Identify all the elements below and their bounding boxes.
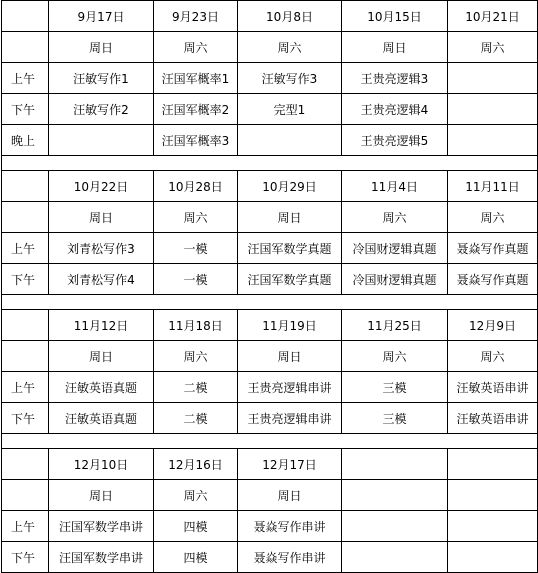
- course-cell: 汪敏英语串讲: [448, 372, 538, 403]
- course-cell: 王贵亮逻辑5: [342, 125, 448, 156]
- date-cell: 11月4日: [342, 171, 448, 202]
- session-row: [2, 264, 538, 295]
- course-cell: 三模: [342, 372, 448, 403]
- course-cell: [342, 511, 448, 542]
- weekday-cell: 周六: [448, 202, 538, 233]
- course-cell: 一模: [154, 264, 238, 295]
- course-cell: 二模: [154, 372, 238, 403]
- session-row: [2, 542, 538, 573]
- course-cell: 王贵亮逻辑串讲: [238, 372, 342, 403]
- weekday-cell: 周六: [154, 32, 238, 63]
- date-cell: 10月15日: [342, 1, 448, 32]
- date-cell: 10月21日: [448, 1, 538, 32]
- corner-cell: [2, 480, 49, 511]
- session-row: [2, 233, 538, 264]
- course-cell: 汪敏写作2: [49, 94, 154, 125]
- course-cell: 汪国军概率2: [154, 94, 238, 125]
- weekday-cell: 周日: [49, 341, 154, 372]
- date-cell: 11月11日: [448, 171, 538, 202]
- course-cell: 王贵亮逻辑串讲: [238, 403, 342, 434]
- corner-cell: [2, 310, 49, 341]
- weekday-cell: 周日: [342, 32, 448, 63]
- course-cell: 汪国军概率3: [154, 125, 238, 156]
- course-cell: 汪敏英语真题: [49, 372, 154, 403]
- course-cell: 一模: [154, 233, 238, 264]
- date-row: [2, 171, 538, 202]
- date-cell: 11月12日: [49, 310, 154, 341]
- date-cell: 11月18日: [154, 310, 238, 341]
- weekday-cell: 周六: [154, 202, 238, 233]
- course-cell: 汪敏英语串讲: [448, 403, 538, 434]
- course-cell: 汪国军概率1: [154, 63, 238, 94]
- weekday-row: [2, 341, 538, 372]
- course-cell: [448, 125, 538, 156]
- weekday-cell: 周日: [49, 202, 154, 233]
- course-cell: [448, 542, 538, 573]
- course-cell: 王贵亮逻辑4: [342, 94, 448, 125]
- date-cell: 12月17日: [238, 449, 342, 480]
- weekday-cell: 周六: [154, 480, 238, 511]
- weekday-cell: 周六: [448, 32, 538, 63]
- weekday-cell: 周六: [238, 32, 342, 63]
- weekday-row: [2, 32, 538, 63]
- course-cell: 三模: [342, 403, 448, 434]
- date-cell: 10月28日: [154, 171, 238, 202]
- weekday-cell: [448, 480, 538, 511]
- course-cell: 二模: [154, 403, 238, 434]
- corner-cell: [2, 202, 49, 233]
- session-label: 上午: [2, 233, 49, 264]
- date-cell: 12月9日: [448, 310, 538, 341]
- corner-cell: [2, 449, 49, 480]
- session-label: 上午: [2, 511, 49, 542]
- corner-cell: [2, 32, 49, 63]
- separator-cell: [2, 156, 538, 171]
- weekday-cell: 周六: [342, 341, 448, 372]
- course-cell: [342, 542, 448, 573]
- session-label: 上午: [2, 372, 49, 403]
- date-cell: [342, 449, 448, 480]
- weekday-row: [2, 480, 538, 511]
- separator-cell: [2, 295, 538, 310]
- date-cell: 10月29日: [238, 171, 342, 202]
- course-cell: 聂焱写作串讲: [238, 542, 342, 573]
- date-cell: 9月23日: [154, 1, 238, 32]
- course-cell: 刘青松写作3: [49, 233, 154, 264]
- schedule-table: [1, 0, 538, 573]
- date-row: [2, 310, 538, 341]
- session-row: [2, 403, 538, 434]
- session-label: 晚上: [2, 125, 49, 156]
- course-cell: 王贵亮逻辑3: [342, 63, 448, 94]
- date-cell: 11月19日: [238, 310, 342, 341]
- schedule-body: [2, 1, 538, 573]
- date-cell: 12月16日: [154, 449, 238, 480]
- course-cell: 汪国军数学真题: [238, 233, 342, 264]
- weekday-cell: 周六: [154, 341, 238, 372]
- course-cell: [448, 63, 538, 94]
- session-row: [2, 63, 538, 94]
- weekday-cell: 周日: [238, 341, 342, 372]
- course-cell: [448, 511, 538, 542]
- course-cell: 冷国财逻辑真题: [342, 233, 448, 264]
- weekday-cell: [342, 480, 448, 511]
- corner-cell: [2, 1, 49, 32]
- date-cell: 9月17日: [49, 1, 154, 32]
- date-cell: 10月22日: [49, 171, 154, 202]
- session-row: [2, 125, 538, 156]
- course-cell: 聂焱写作真题: [448, 233, 538, 264]
- session-label: 下午: [2, 94, 49, 125]
- course-cell: 完型1: [238, 94, 342, 125]
- session-row: [2, 511, 538, 542]
- date-cell: 10月8日: [238, 1, 342, 32]
- weekday-cell: 周日: [49, 480, 154, 511]
- course-cell: 汪国军数学真题: [238, 264, 342, 295]
- date-cell: 12月10日: [49, 449, 154, 480]
- course-cell: [238, 125, 342, 156]
- block-separator: [2, 434, 538, 449]
- date-row: [2, 449, 538, 480]
- course-cell: 四模: [154, 542, 238, 573]
- date-cell: 11月25日: [342, 310, 448, 341]
- course-cell: 汪敏英语真题: [49, 403, 154, 434]
- separator-cell: [2, 434, 538, 449]
- course-cell: 刘青松写作4: [49, 264, 154, 295]
- course-cell: [448, 94, 538, 125]
- weekday-cell: 周日: [49, 32, 154, 63]
- session-label: 下午: [2, 403, 49, 434]
- course-cell: 冷国财逻辑真题: [342, 264, 448, 295]
- course-cell: 聂焱写作真题: [448, 264, 538, 295]
- course-cell: 聂焱写作串讲: [238, 511, 342, 542]
- weekday-cell: 周六: [342, 202, 448, 233]
- date-cell: [448, 449, 538, 480]
- block-separator: [2, 295, 538, 310]
- course-cell: [49, 125, 154, 156]
- course-cell: 四模: [154, 511, 238, 542]
- session-label: 上午: [2, 63, 49, 94]
- weekday-row: [2, 202, 538, 233]
- course-cell: 汪敏写作3: [238, 63, 342, 94]
- session-label: 下午: [2, 542, 49, 573]
- date-row: [2, 1, 538, 32]
- session-label: 下午: [2, 264, 49, 295]
- block-separator: [2, 156, 538, 171]
- course-cell: 汪敏写作1: [49, 63, 154, 94]
- weekday-cell: 周日: [238, 202, 342, 233]
- course-cell: 汪国军数学串讲: [49, 542, 154, 573]
- weekday-cell: 周六: [448, 341, 538, 372]
- weekday-cell: 周日: [238, 480, 342, 511]
- session-row: [2, 94, 538, 125]
- session-row: [2, 372, 538, 403]
- corner-cell: [2, 171, 49, 202]
- course-cell: 汪国军数学串讲: [49, 511, 154, 542]
- corner-cell: [2, 341, 49, 372]
